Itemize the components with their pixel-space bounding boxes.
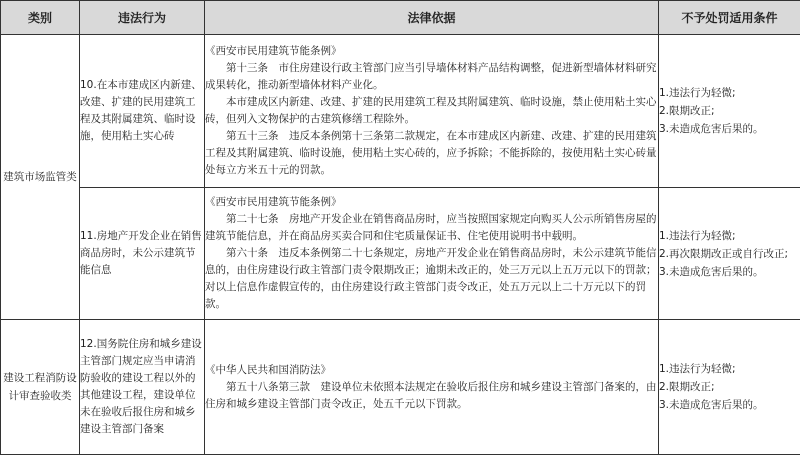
basis-cell (205, 35, 659, 188)
header-basis: 法律依据 (205, 1, 659, 35)
table-row (1, 188, 800, 320)
table-row (1, 320, 800, 455)
violation-cell: 10.在本市建成区内新建、改建、扩建的民用建筑工程及其附属建筑、临时设施，使用粘土实心砖 (80, 35, 205, 188)
header-conditions: 不予处罚适用条件 (659, 1, 800, 35)
conditions-cell (659, 188, 800, 320)
condition-item: 1.违法行为轻微; (659, 363, 736, 375)
condition-item: 3.未造成危害后果的。 (659, 265, 764, 278)
header-violation: 违法行为 (80, 1, 205, 35)
law-article: 第二十七条 房地产开发企业在销售商品房时，应当按照国家规定向购买人公示所销售房屋的建筑节能信息，并在商品房买卖合同和住宅质量保证书、住宅使用说明书中载明。 (205, 213, 657, 242)
violation-cell: 12.国务院住房和城乡建设主管部门规定应当申请消防验收的建设工程以外的其他建设工程，建设单位未在验收后报住房和城乡建设主管部门备案 (80, 320, 205, 455)
condition-item: 3.未造成危害后果的。 (659, 123, 764, 135)
law-article: 第五十八条第三款 建设单位未依照本法规定在验收后报住房和城乡建设主管部门备案的，由住房和城乡建设主管部门责令改正，处五千元以下罚款。 (205, 380, 657, 410)
violation-cell: 11.房地产开发企业在销售商品房时，未公示建筑节能信息 (80, 188, 205, 320)
condition-item: 2.限期改正; (659, 381, 715, 393)
condition-item: 1.违法行为轻微; (659, 229, 736, 242)
condition-item: 2.再次限期改正或自行改正; (659, 247, 789, 260)
condition-item: 3.未造成危害后果的。 (659, 399, 764, 411)
law-article: 第十三条 市住房建设行政主管部门应当引导墙体材料产品结构调整，促进新型墙体材料研究成果转化，推动新型墙体材料产业化。 (205, 62, 657, 91)
law-article: 本市建成区内新建、改建、扩建的民用建筑工程及其附属建筑、临时设施，禁止使用粘土实心砖，但列入文物保护的古建筑修缮工程除外。 (205, 96, 657, 125)
basis-cell (205, 188, 659, 320)
law-article: 第六十条 违反本条例第二十七条规定，房地产开发企业在销售商品房时，未公示建筑节能信息的，由住房建设行政主管部门责令限期改正；逾期未改正的，处三万元以上五万元以下的罚款；对以上信息作虚假宣传的，由住房建设行政主管部门责令改正，处五万元以上二十万元以下的罚款。 (205, 247, 657, 310)
header-row (1, 1, 800, 35)
law-article: 第五十三条 违反本条例第十三条第二款规定，在本市建成区内新建、改建、扩建的民用建筑工程及其附属建筑、临时设施，使用粘土实心砖的，应予拆除；不能拆除的，按使用粘土实心砖量处每立方米五十元的罚款。 (205, 130, 657, 176)
basis-cell (205, 320, 659, 455)
category-cell: 建设工程消防设计审查验收类 (1, 320, 80, 455)
condition-item: 2.限期改正; (659, 105, 715, 117)
conditions-cell (659, 35, 800, 188)
category-cell: 建筑市场监管类 (1, 35, 80, 320)
law-source: 《中华人民共和国消防法》 (205, 363, 331, 376)
conditions-cell (659, 320, 800, 455)
table-row (1, 35, 800, 188)
header-category: 类别 (1, 1, 80, 35)
law-source: 《西安市民用建筑节能条例》 (205, 196, 342, 208)
condition-item: 1.违法行为轻微; (659, 87, 736, 99)
law-source: 《西安市民用建筑节能条例》 (205, 45, 342, 57)
